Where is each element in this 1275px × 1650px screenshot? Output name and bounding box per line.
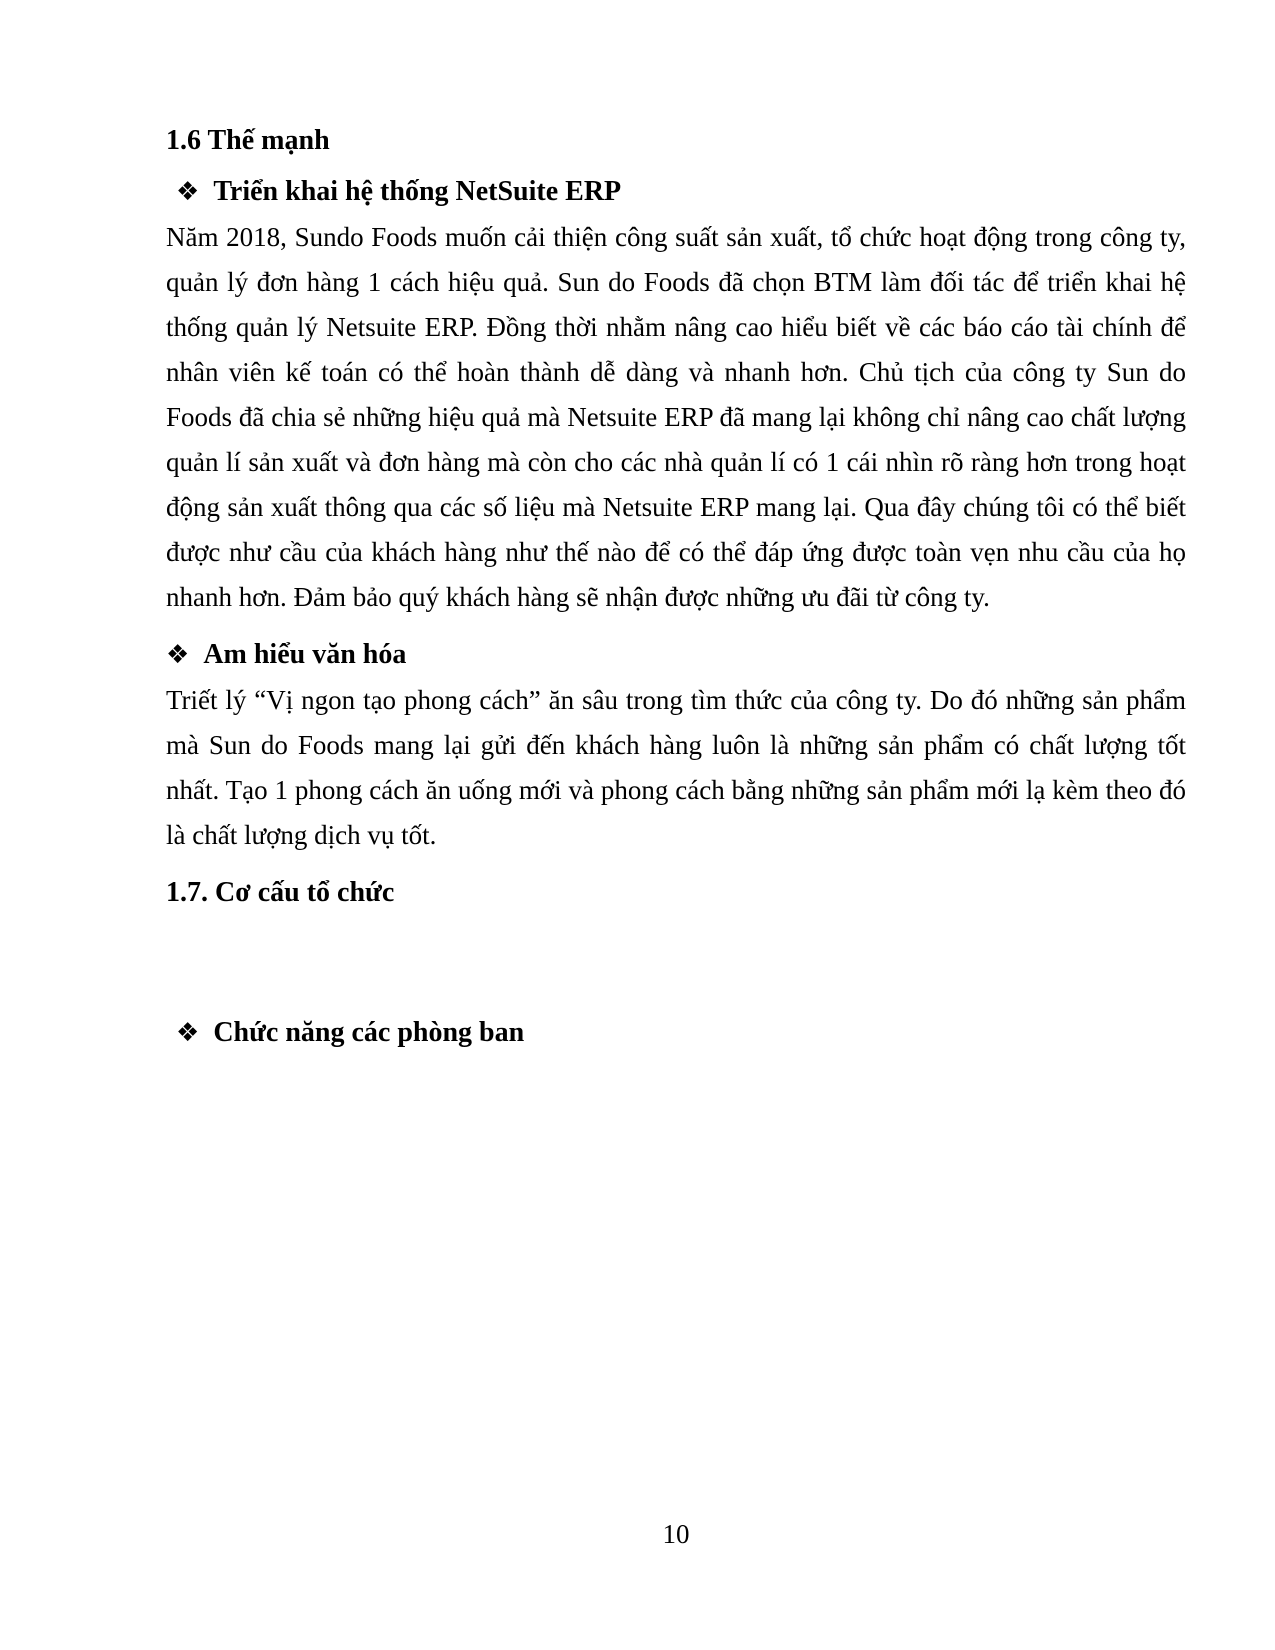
bullet-item-label: Am hiểu văn hóa [203,639,407,670]
bullet-item-label: Chức năng các phòng ban [213,1017,525,1048]
bullet-item-departments [166,1010,1186,1056]
section-heading-1-7: 1.7. Cơ cấu tổ chức [166,877,395,908]
diamond-bullet-icon: ❖ [176,177,200,207]
bullet-item-netsuite [166,169,1186,215]
diamond-bullet-icon: ❖ [176,1018,200,1048]
page-number: 10 [662,1519,690,1549]
diamond-bullet-icon: ❖ [166,640,190,670]
page-content [166,118,1186,1056]
section-heading-1-6: 1.6 Thế mạnh [166,125,330,156]
bullet-item-culture [166,632,1186,678]
bullet-item-label: Triển khai hệ thống NetSuite ERP [213,176,622,207]
paragraph-culture: Triết lý “Vị ngon tạo phong cách” ăn sâu trong tìm thức của công ty. Do đó những sản phẩm mà Sun do Foods mang lại gửi đến khách hàng luôn là những sản phẩm có chất lượng tốt nhất. Tạo 1 phong cách ăn uống mới và phong cách bằng những sản phẩm mới lạ kèm theo đó là chất lượng dịch vụ tốt. [166,685,1186,850]
page-footer [166,1512,1186,1557]
paragraph-netsuite-erp: Năm 2018, Sundo Foods muốn cải thiện công suất sản xuất, tổ chức hoạt động trong công ty, quản lý đơn hàng 1 cách hiệu quả. Sun do Foods đã chọn BTM làm đối tác để triển khai hệ thống quản lý Netsuite ERP. Đồng thời nhằm nâng cao hiểu biết về các báo cáo tài chính để nhân viên kế toán có thể hoàn thành dễ dàng và nhanh hơn. Chủ tịch của công ty Sun do Foods đã chia sẻ những hiệu quả mà Netsuite ERP đã mang lại không chỉ nâng cao chất lượng quản lí sản xuất và đơn hàng mà còn cho các nhà quản lí có 1 cái nhìn rõ ràng hơn trong hoạt động sản xuất thông qua các số liệu mà Netsuite ERP mang lại. Qua đây chúng tôi có thể biết được như cầu của khách hàng như thế nào để có thể đáp ứng được toàn vẹn nhu cầu của họ nhanh hơn. Đảm bảo quý khách hàng sẽ nhận được những ưu đãi từ công ty. [166,222,1186,612]
